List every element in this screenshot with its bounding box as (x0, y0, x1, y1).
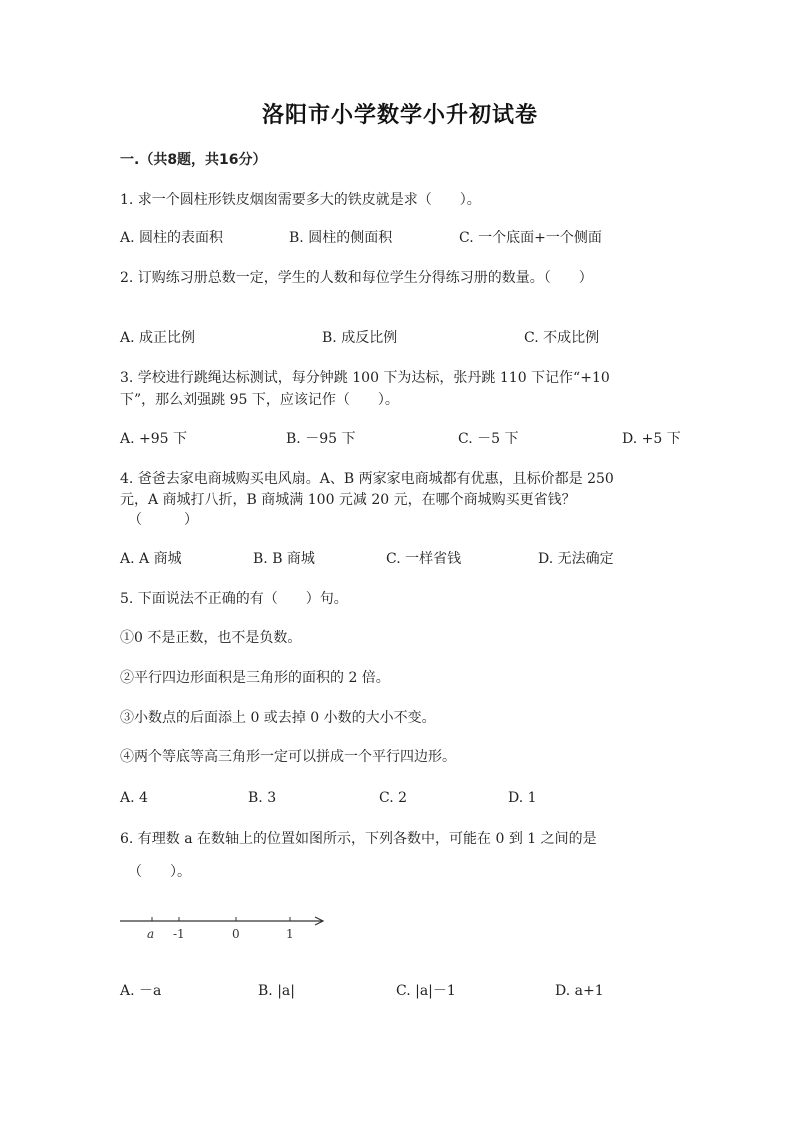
question-5-statement-4: ④两个等底等高三角形一定可以拼成一个平行四边形。 (120, 749, 456, 765)
number-line-figure (115, 905, 335, 947)
question-6-stem-line-1: 6. 有理数 a 在数轴上的位置如图所示，下列各数中，可能在 0 到 1 之间的是 (120, 831, 597, 847)
question-3-option-a: A. +95 下 (120, 431, 188, 447)
question-5-option-c: C. 2 (379, 790, 408, 806)
question-1-stem: 1. 求一个圆柱形铁皮烟囱需要多大的铁皮就是求（ ）。 (120, 192, 481, 208)
question-2-option-c: C. 不成比例 (524, 330, 600, 346)
question-5-option-b: B. 3 (248, 790, 277, 806)
question-6-option-b: B. |a| (258, 983, 295, 999)
question-5-statement-1: ①0 不是正数，也不是负数。 (120, 630, 302, 646)
question-3-stem-line-1: 3. 学校进行跳绳达标测试，每分钟跳 100 下为达标，张丹跳 110 下记作“+10 (120, 370, 610, 386)
question-1-option-a: A. 圆柱的表面积 (120, 230, 224, 246)
question-4-option-d: D. 无法确定 (538, 551, 614, 567)
number-line-label-1: 1 (286, 927, 294, 941)
number-line-label-0: 0 (232, 927, 240, 941)
question-4-stem-line-2: 元，A 商城打八折，B 商城满 100 元减 20 元，在哪个商城购买更省钱？ (120, 492, 576, 508)
question-1-option-c: C. 一个底面+一个侧面 (459, 230, 602, 246)
question-5-statement-3: ③小数点的后面添上 0 或去掉 0 小数的大小不变。 (120, 710, 436, 726)
question-3-option-d: D. +5 下 (622, 431, 681, 447)
page-title: 洛阳市小学数学小升初试卷 (261, 103, 538, 128)
question-4-stem-line-1: 4. 爸爸去家电商城购买电风扇。A、B 两家家电商城都有优惠，且标价都是 250 (120, 471, 614, 487)
question-6-option-a: A. －a (120, 983, 162, 999)
question-6-option-d: D. a+1 (555, 983, 604, 999)
number-line-label-minus-1: -1 (173, 927, 185, 941)
number-line-label-a: a (147, 927, 155, 941)
question-5-statement-2: ②平行四边形面积是三角形的面积的 2 倍。 (120, 670, 390, 686)
question-6-stem-line-2: （ ）。 (128, 864, 191, 880)
question-2-stem: 2. 订购练习册总数一定，学生的人数和每位学生分得练习册的数量。（ ） (120, 270, 593, 286)
question-5-option-a: A. 4 (120, 790, 148, 806)
question-4-stem-line-3: （ ） (128, 512, 198, 528)
question-3-option-b: B. －95 下 (286, 431, 356, 447)
question-5-stem: 5. 下面说法不正确的有（ ）句。 (120, 591, 348, 607)
question-2-option-a: A. 成正比例 (120, 330, 196, 346)
question-6-option-c: C. |a|－1 (396, 983, 456, 999)
question-1-option-b: B. 圆柱的侧面积 (289, 230, 393, 246)
question-3-stem-line-2: 下”，那么刘强跳 95 下，应该记作（ ）。 (120, 392, 399, 408)
section-heading: 一.（共8题，共16分） (120, 152, 267, 168)
question-4-option-b: B. B 商城 (253, 551, 315, 567)
question-4-option-a: A. A 商城 (120, 551, 182, 567)
question-2-option-b: B. 成反比例 (322, 330, 398, 346)
question-4-option-c: C. 一样省钱 (386, 551, 462, 567)
question-5-option-d: D. 1 (508, 790, 537, 806)
question-3-option-c: C. －5 下 (458, 431, 519, 447)
